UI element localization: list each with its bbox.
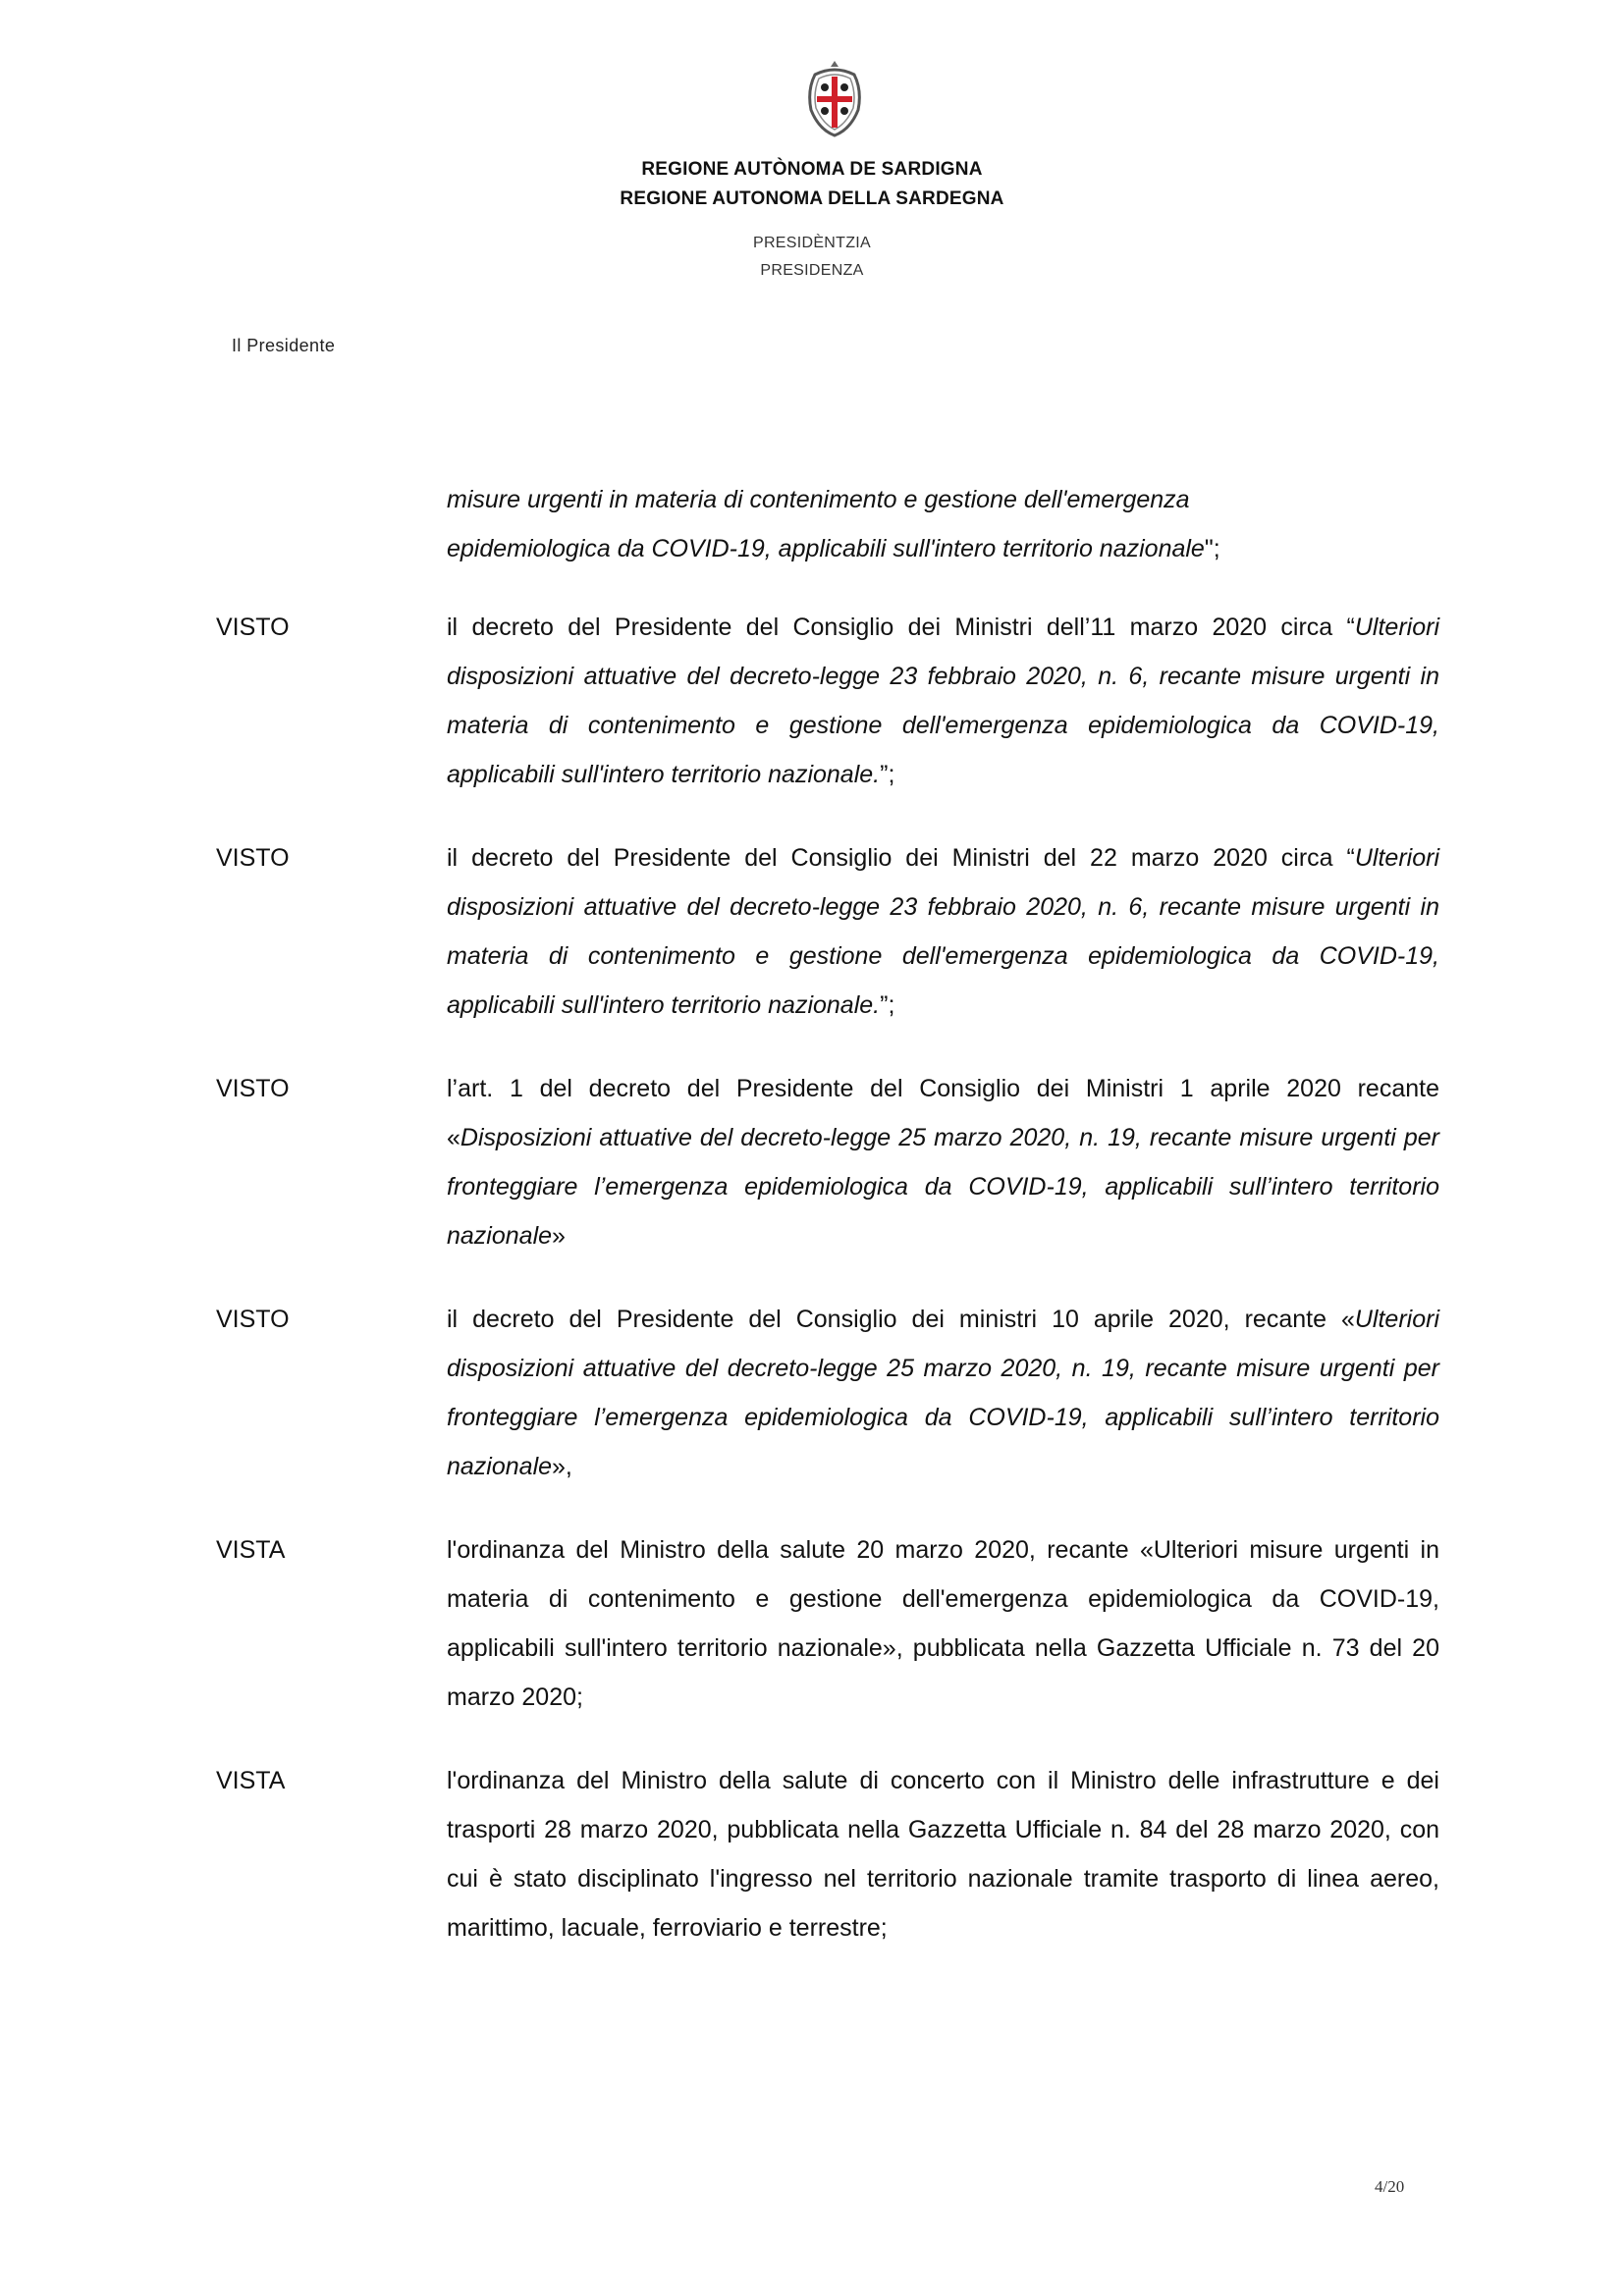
clause-label: VISTA [216,1767,286,1794]
clause-label: VISTO [216,1075,290,1102]
clause-label: VISTO [216,844,290,872]
department-name-italian: PRESIDENZA [760,262,864,279]
region-name-sardinian: REGIONE AUTÒNOMA DE SARDIGNA [641,159,983,180]
clause-text: il decreto del Presidente del Consiglio dei ministri 10 aprile 2020, recante «Ulteriori disposizioni attuative del decreto-legge 25 marzo 2020, n. 19, recante misure urgenti per fronteggiare l’emergenza epidemiologica da COVID-19, applicabili sull’intero territorio nazionale», [447,1306,1439,1480]
continuation-tail: "; [1204,535,1220,562]
clause-label: VISTA [216,1536,286,1564]
office-title: Il Presidente [232,336,336,355]
clause-label: VISTO [216,614,290,641]
clause-text: il decreto del Presidente del Consiglio dei Ministri dell’11 marzo 2020 circa “Ulteriori disposizioni attuative del decreto-legge 23 febbraio 2020, n. 6, recante misure urgenti in materia di contenimento e gestione dell'emergenza epidemiologica da COVID-19, applicabili sull'intero territorio nazionale.”; [447,614,1439,788]
continuation-line-2: epidemiologica da COVID-19, applicabili sull'intero territorio nazionale [447,535,1205,562]
department-name [0,230,1624,285]
clause-text: l'ordinanza del Ministro della salute di concerto con il Ministro delle infrastrutture e dei trasporti 28 marzo 2020, pubblicata nella Gazzetta Ufficiale n. 84 del 28 marzo 2020, con cui è stato disciplinato l'ingresso nel territorio nazionale tramite trasporto di linea aereo, marittimo, lacuale, ferroviario e terrestre; [447,1767,1439,1942]
page-number: 4/20 [1375,2177,1405,2196]
clause-text: l’art. 1 del decreto del Presidente del Consiglio dei Ministri 1 aprile 2020 recante «Disposizioni attuative del decreto-legge 25 marzo 2020, n. 19, recante misure urgenti per fronteggiare l’emergenza epidemiologica da COVID-19, applicabili sull’intero territorio nazionale» [447,1075,1439,1250]
continuation-line-1: misure urgenti in materia di contenimento e gestione dell'emergenza [447,486,1190,513]
region-name-italian: REGIONE AUTONOMA DELLA SARDEGNA [620,188,1004,209]
region-name [0,155,1624,214]
clause-text: l'ordinanza del Ministro della salute 20 marzo 2020, recante «Ulteriori misure urgenti in materia di contenimento e gestione dell'emergenza epidemiologica da COVID-19, applicabili sull'intero territorio nazionale», pubblicata nella Gazzetta Ufficiale n. 73 del 20 marzo 2020; [447,1536,1439,1711]
sardinia-coat-of-arms-icon [801,61,868,139]
clause-text: il decreto del Presidente del Consiglio dei Ministri del 22 marzo 2020 circa “Ulteriori disposizioni attuative del decreto-legge 23 febbraio 2020, n. 6, recante misure urgenti in materia di contenimento e gestione dell'emergenza epidemiologica da COVID-19, applicabili sull'intero territorio nazionale.”; [447,844,1439,1019]
clause-label: VISTO [216,1306,290,1333]
department-name-sardinian: PRESIDÈNTZIA [752,235,872,251]
